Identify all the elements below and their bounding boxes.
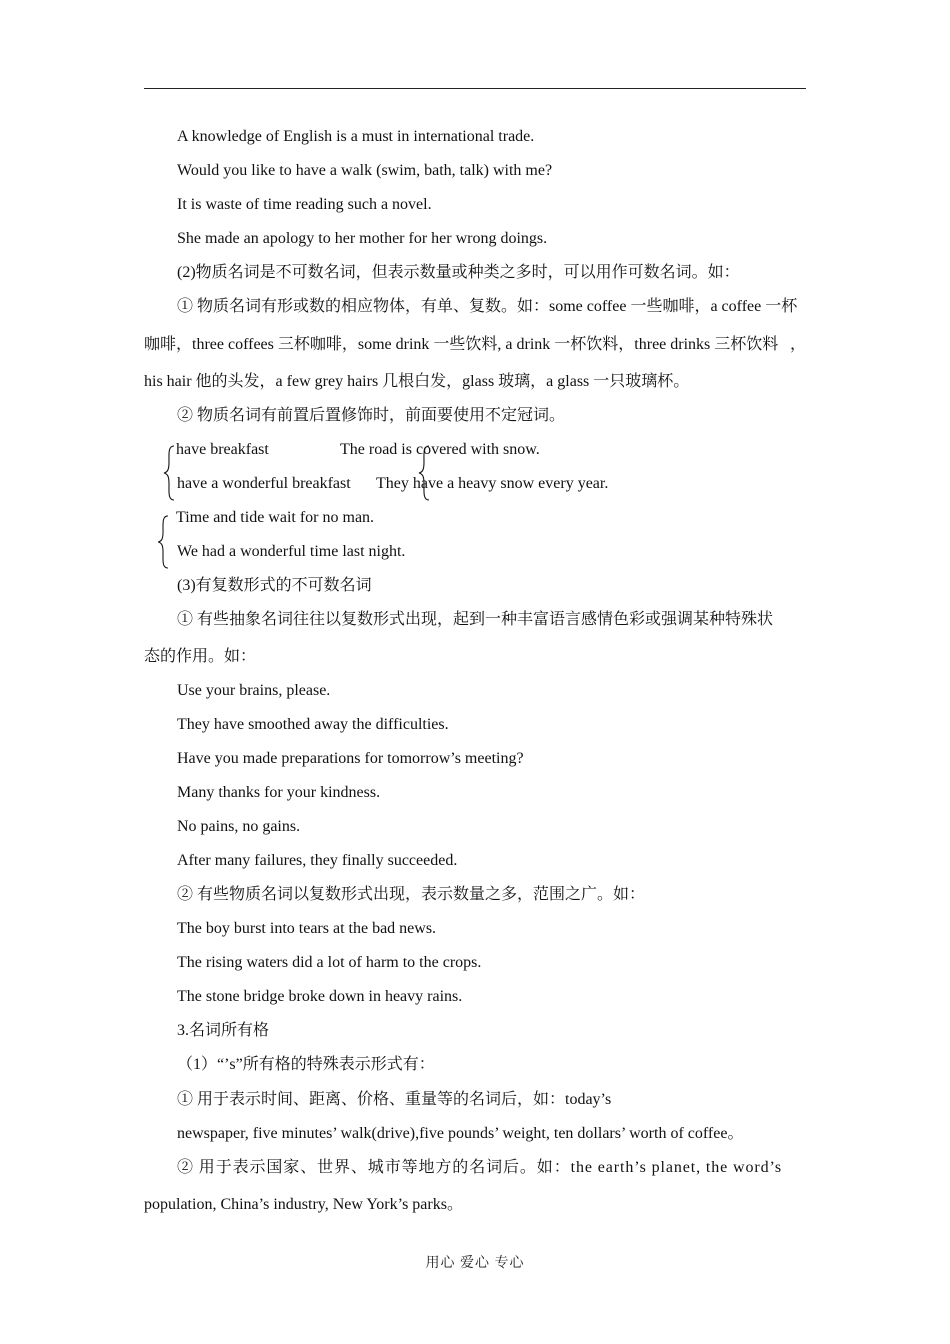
text-line: They have smoothed away the difficulties.	[177, 716, 449, 733]
text-line: (2)物质名词是不可数名词，但表示数量或种类之多时，可以用作可数名词。如：	[177, 264, 740, 281]
text-line: We had a wonderful time last night.	[177, 543, 406, 560]
text-line: After many failures, they finally succeeded.	[177, 852, 458, 869]
text-line: The stone bridge broke down in heavy rains.	[177, 988, 463, 1005]
text-line: newspaper, five minutes’ walk(drive),five pounds’ weight, ten dollars’ worth of coffee。	[177, 1125, 744, 1142]
page-footer: 用心 爱心 专心	[425, 1256, 525, 1271]
example-right: They have a heavy snow every year.	[376, 475, 609, 492]
text-line: Many thanks for your kindness.	[177, 784, 381, 801]
header-rule	[144, 88, 806, 89]
text-line: 态的作用。如：	[144, 648, 257, 665]
curly-brace-icon	[157, 514, 171, 570]
text-line: No pains, no gains.	[177, 818, 301, 835]
text-line: Have you made preparations for tomorrow’s meeting?	[177, 750, 524, 767]
text-segment: 咖啡，three coffees 三杯咖啡，some drink 一些饮料, a drink 一杯饮料，three drinks 三杯饮料	[144, 336, 779, 353]
section-heading: 3.名词所有格	[177, 1022, 270, 1039]
text-line: The rising waters did a lot of harm to the crops.	[177, 954, 482, 971]
text-line: ② 有些物质名词以复数形式出现，表示数量之多，范围之广。如：	[177, 886, 646, 903]
text-line-justified	[144, 335, 806, 355]
text-line: ② 物质名词有前置后置修饰时，前面要使用不定冠词。	[177, 407, 566, 424]
example-left: have a wonderful breakfast	[177, 475, 351, 492]
text-segment: ，	[789, 336, 806, 353]
text-line: It is waste of time reading such a novel.	[177, 196, 432, 213]
example-right: The road is covered with snow.	[340, 441, 540, 458]
text-line: his hair 他的头发，a few grey hairs 几根白发，glass 玻璃，a glass 一只玻璃杯。	[144, 373, 690, 390]
text-line: ② 用于表示国家、世界、城市等地方的名词后。如：the earth’s planet, the word’s	[177, 1159, 782, 1176]
text-line: Time and tide wait for no man.	[176, 509, 375, 526]
text-line: (3)有复数形式的不可数名词	[177, 577, 372, 594]
text-line: The boy burst into tears at the bad news.	[177, 920, 437, 937]
text-line: A knowledge of English is a must in international trade.	[177, 128, 535, 145]
text-line: ① 物质名词有形或数的相应物体，有单、复数。如：some coffee 一些咖啡，a coffee 一杯	[177, 298, 798, 315]
curly-brace-icon	[163, 444, 177, 502]
text-line: population, China’s industry, New York’s parks。	[144, 1196, 463, 1213]
text-line: Use your brains, please.	[177, 682, 331, 699]
example-left: have breakfast	[176, 441, 269, 458]
text-line: She made an apology to her mother for her wrong doings.	[177, 230, 548, 247]
text-line: （1）“’s”所有格的特殊表示形式有：	[177, 1056, 435, 1073]
text-line: Would you like to have a walk (swim, bath, talk) with me?	[177, 162, 553, 179]
text-line: ① 用于表示时间、距离、价格、重量等的名词后，如：today’s	[177, 1091, 612, 1108]
text-line: ① 有些抽象名词往往以复数形式出现，起到一种丰富语言感情色彩或强调某种特殊状	[177, 611, 774, 628]
